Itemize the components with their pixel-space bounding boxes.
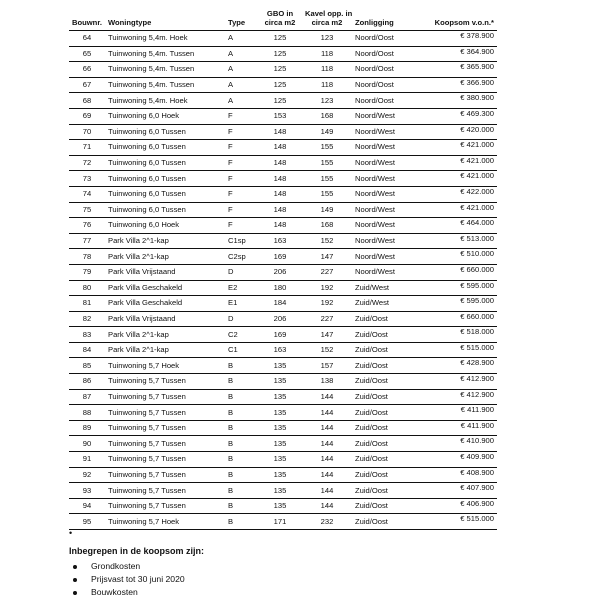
cell-zonligging: Noord/West [352,264,424,280]
cell-bouwnr: 83 [69,327,105,343]
cell-kavel: 144 [302,483,352,499]
table-row [69,264,497,280]
cell-woningtype: Tuinwoning 6,0 Tussen [105,155,225,171]
cell-koopsom: € 411.900 [424,420,497,436]
table-row [69,358,497,374]
table-row [69,249,497,265]
cell-bouwnr: 71 [69,140,105,156]
table-row [69,186,497,202]
cell-gbo: 148 [258,202,302,218]
cell-gbo: 171 [258,514,302,530]
cell-bouwnr: 90 [69,436,105,452]
header-gbo-line1: GBO in [266,9,294,18]
cell-woningtype: Tuinwoning 5,4m. Tussen [105,62,225,78]
cell-type: A [225,62,258,78]
cell-type: B [225,389,258,405]
cell-type: E2 [225,280,258,296]
cell-zonligging: Zuid/Oost [352,405,424,421]
cell-koopsom: € 513.000 [424,233,497,249]
cell-kavel: 144 [302,389,352,405]
cell-gbo: 148 [258,186,302,202]
cell-gbo: 125 [258,46,302,62]
cell-woningtype: Tuinwoning 5,7 Tussen [105,467,225,483]
cell-bouwnr: 72 [69,155,105,171]
cell-zonligging: Zuid/Oost [352,467,424,483]
cell-zonligging: Noord/West [352,186,424,202]
cell-bouwnr: 64 [69,31,105,47]
cell-bouwnr: 70 [69,124,105,140]
cell-bouwnr: 82 [69,311,105,327]
cell-koopsom: € 510.000 [424,249,497,265]
cell-type: B [225,358,258,374]
cell-zonligging: Zuid/Oost [352,389,424,405]
cell-woningtype: Tuinwoning 5,7 Hoek [105,514,225,530]
list-item [69,560,185,573]
cell-zonligging: Zuid/Oost [352,452,424,468]
header-bouwnr: Bouwnr. [69,0,105,31]
cell-gbo: 135 [258,483,302,499]
cell-koopsom: € 428.900 [424,358,497,374]
cell-type: C1 [225,342,258,358]
cell-bouwnr: 91 [69,452,105,468]
cell-koopsom: € 421.000 [424,202,497,218]
cell-zonligging: Noord/West [352,218,424,234]
cell-bouwnr: 68 [69,93,105,109]
cell-gbo: 148 [258,155,302,171]
cell-koopsom: € 421.000 [424,171,497,187]
cell-koopsom: € 515.000 [424,342,497,358]
cell-type: A [225,93,258,109]
bullet-icon [73,591,77,595]
cell-woningtype: Tuinwoning 5,7 Tussen [105,374,225,390]
cell-type: B [225,498,258,514]
cell-bouwnr: 81 [69,296,105,312]
cell-bouwnr: 75 [69,202,105,218]
cell-woningtype: Park Villa Geschakeld [105,280,225,296]
cell-koopsom: € 595.000 [424,280,497,296]
cell-kavel: 118 [302,46,352,62]
cell-kavel: 149 [302,124,352,140]
header-gbo [258,0,302,31]
cell-gbo: 206 [258,311,302,327]
cell-gbo: 135 [258,498,302,514]
cell-type: B [225,420,258,436]
cell-zonligging: Noord/West [352,108,424,124]
cell-type: F [225,171,258,187]
cell-gbo: 163 [258,233,302,249]
cell-zonligging: Zuid/Oost [352,311,424,327]
header-koopsom: Koopsom v.o.n.* [424,0,497,31]
cell-koopsom: € 364.900 [424,46,497,62]
cell-zonligging: Noord/West [352,202,424,218]
table-row [69,374,497,390]
cell-gbo: 163 [258,342,302,358]
table-row [69,311,497,327]
list-item [69,586,185,599]
cell-type: A [225,77,258,93]
table-row [69,202,497,218]
cell-koopsom: € 660.000 [424,311,497,327]
table-row [69,31,497,47]
cell-woningtype: Park Villa 2^1-kap [105,342,225,358]
cell-bouwnr: 88 [69,405,105,421]
header-gbo-line2: circa m2 [264,18,296,27]
cell-kavel: 168 [302,108,352,124]
cell-koopsom: € 464.000 [424,218,497,234]
cell-gbo: 135 [258,452,302,468]
cell-woningtype: Tuinwoning 5,7 Tussen [105,389,225,405]
cell-kavel: 123 [302,93,352,109]
cell-gbo: 125 [258,93,302,109]
cell-koopsom: € 378.900 [424,31,497,47]
cell-bouwnr: 79 [69,264,105,280]
cell-type: B [225,483,258,499]
table-row [69,296,497,312]
cell-bouwnr: 67 [69,77,105,93]
cell-woningtype: Tuinwoning 5,7 Tussen [105,405,225,421]
cell-zonligging: Zuid/Oost [352,436,424,452]
cell-bouwnr: 94 [69,498,105,514]
header-kavel-line1: Kavel opp. in [305,9,352,18]
cell-gbo: 148 [258,140,302,156]
table-row [69,280,497,296]
cell-bouwnr: 73 [69,171,105,187]
cell-woningtype: Tuinwoning 5,4m. Hoek [105,31,225,47]
table-row [69,514,497,530]
cell-kavel: 155 [302,171,352,187]
cell-gbo: 125 [258,31,302,47]
cell-type: E1 [225,296,258,312]
cell-gbo: 148 [258,218,302,234]
cell-kavel: 155 [302,186,352,202]
cell-woningtype: Park Villa Geschakeld [105,296,225,312]
cell-gbo: 180 [258,280,302,296]
cell-type: F [225,218,258,234]
cell-zonligging: Noord/West [352,249,424,265]
cell-bouwnr: 87 [69,389,105,405]
cell-type: F [225,186,258,202]
cell-type: D [225,264,258,280]
cell-type: F [225,202,258,218]
cell-kavel: 152 [302,233,352,249]
cell-type: F [225,155,258,171]
cell-woningtype: Tuinwoning 6,0 Hoek [105,218,225,234]
cell-kavel: 155 [302,140,352,156]
table-row [69,452,497,468]
cell-woningtype: Tuinwoning 5,4m. Hoek [105,93,225,109]
cell-koopsom: € 421.000 [424,155,497,171]
table-body [69,31,497,530]
cell-type: A [225,31,258,47]
cell-type: F [225,140,258,156]
table-row [69,327,497,343]
cell-koopsom: € 365.900 [424,62,497,78]
table-row [69,389,497,405]
cell-gbo: 135 [258,420,302,436]
cell-woningtype: Park Villa 2^1-kap [105,233,225,249]
cell-zonligging: Noord/West [352,155,424,171]
cell-koopsom: € 411.900 [424,405,497,421]
price-table [69,0,497,530]
cell-koopsom: € 412.900 [424,389,497,405]
cell-type: A [225,46,258,62]
table-row [69,467,497,483]
cell-kavel: 118 [302,77,352,93]
cell-zonligging: Noord/West [352,233,424,249]
cell-kavel: 144 [302,436,352,452]
cell-type: D [225,311,258,327]
cell-koopsom: € 407.900 [424,483,497,499]
cell-bouwnr: 84 [69,342,105,358]
cell-kavel: 157 [302,358,352,374]
table-row [69,93,497,109]
header-kavel [302,0,352,31]
cell-gbo: 125 [258,62,302,78]
cell-type: C1sp [225,233,258,249]
cell-koopsom: € 421.000 [424,140,497,156]
cell-koopsom: € 412.900 [424,374,497,390]
table-header-row [69,0,497,31]
table-row [69,233,497,249]
table-row [69,218,497,234]
cell-woningtype: Tuinwoning 5,7 Tussen [105,498,225,514]
cell-zonligging: Noord/West [352,140,424,156]
cell-woningtype: Park Villa Vrijstaand [105,264,225,280]
cell-bouwnr: 76 [69,218,105,234]
cell-zonligging: Zuid/Oost [352,327,424,343]
cell-woningtype: Tuinwoning 5,7 Tussen [105,420,225,436]
cell-zonligging: Zuid/Oost [352,342,424,358]
cell-kavel: 147 [302,327,352,343]
cell-zonligging: Noord/Oost [352,62,424,78]
cell-gbo: 135 [258,467,302,483]
cell-zonligging: Zuid/Oost [352,498,424,514]
cell-bouwnr: 92 [69,467,105,483]
cell-bouwnr: 93 [69,483,105,499]
cell-gbo: 135 [258,358,302,374]
cell-type: F [225,124,258,140]
cell-bouwnr: 69 [69,108,105,124]
cell-kavel: 144 [302,467,352,483]
cell-woningtype: Tuinwoning 5,7 Tussen [105,483,225,499]
cell-type: B [225,436,258,452]
table-row [69,171,497,187]
cell-kavel: 232 [302,514,352,530]
cell-woningtype: Tuinwoning 6,0 Tussen [105,140,225,156]
cell-zonligging: Noord/West [352,124,424,140]
cell-gbo: 153 [258,108,302,124]
cell-kavel: 227 [302,311,352,327]
lone-bullet: • [69,528,73,538]
cell-woningtype: Tuinwoning 6,0 Tussen [105,202,225,218]
cell-gbo: 125 [258,77,302,93]
table-row [69,108,497,124]
table-row [69,420,497,436]
cell-zonligging: Noord/Oost [352,77,424,93]
cell-bouwnr: 86 [69,374,105,390]
cell-bouwnr: 89 [69,420,105,436]
cell-woningtype: Tuinwoning 5,4m. Tussen [105,46,225,62]
cell-kavel: 168 [302,218,352,234]
cell-kavel: 123 [302,31,352,47]
cell-zonligging: Zuid/West [352,296,424,312]
cell-woningtype: Tuinwoning 5,7 Hoek [105,358,225,374]
cell-woningtype: Tuinwoning 6,0 Tussen [105,171,225,187]
cell-bouwnr: 95 [69,514,105,530]
cell-gbo: 135 [258,389,302,405]
cell-type: B [225,467,258,483]
cell-kavel: 138 [302,374,352,390]
cell-type: C2sp [225,249,258,265]
header-type: Type [225,0,258,31]
list-item [69,573,185,586]
cell-gbo: 206 [258,264,302,280]
cell-type: B [225,374,258,390]
list-item-label: Grondkosten [91,561,141,571]
cell-koopsom: € 408.900 [424,467,497,483]
cell-bouwnr: 80 [69,280,105,296]
table-row [69,124,497,140]
cell-woningtype: Tuinwoning 5,4m. Tussen [105,77,225,93]
inclusions-list [69,560,185,599]
cell-koopsom: € 515.000 [424,514,497,530]
cell-bouwnr: 66 [69,62,105,78]
cell-kavel: 144 [302,420,352,436]
cell-koopsom: € 406.900 [424,498,497,514]
cell-gbo: 135 [258,374,302,390]
cell-kavel: 155 [302,155,352,171]
table-row [69,140,497,156]
cell-bouwnr: 74 [69,186,105,202]
cell-zonligging: Noord/West [352,171,424,187]
cell-type: B [225,405,258,421]
cell-koopsom: € 366.900 [424,77,497,93]
bullet-icon [73,565,77,569]
inclusions-title: Inbegrepen in de koopsom zijn: [69,546,205,556]
cell-kavel: 118 [302,62,352,78]
cell-gbo: 148 [258,124,302,140]
cell-koopsom: € 409.900 [424,452,497,468]
cell-woningtype: Tuinwoning 5,7 Tussen [105,436,225,452]
table-row [69,342,497,358]
cell-kavel: 144 [302,405,352,421]
table-row [69,62,497,78]
table-row [69,405,497,421]
cell-gbo: 135 [258,405,302,421]
cell-bouwnr: 85 [69,358,105,374]
cell-koopsom: € 422.000 [424,186,497,202]
cell-woningtype: Park Villa Vrijstaand [105,311,225,327]
cell-zonligging: Zuid/West [352,280,424,296]
cell-kavel: 149 [302,202,352,218]
table-row [69,155,497,171]
cell-gbo: 135 [258,436,302,452]
cell-gbo: 169 [258,249,302,265]
cell-gbo: 184 [258,296,302,312]
table-row [69,498,497,514]
cell-woningtype: Park Villa 2^1-kap [105,327,225,343]
cell-bouwnr: 65 [69,46,105,62]
table-row [69,483,497,499]
cell-bouwnr: 77 [69,233,105,249]
cell-gbo: 169 [258,327,302,343]
cell-koopsom: € 420.000 [424,124,497,140]
cell-kavel: 144 [302,452,352,468]
cell-kavel: 192 [302,296,352,312]
cell-koopsom: € 469.300 [424,108,497,124]
cell-zonligging: Zuid/Oost [352,420,424,436]
cell-woningtype: Tuinwoning 6,0 Hoek [105,108,225,124]
cell-zonligging: Zuid/Oost [352,358,424,374]
cell-zonligging: Zuid/Oost [352,514,424,530]
cell-zonligging: Noord/Oost [352,46,424,62]
cell-woningtype: Park Villa 2^1-kap [105,249,225,265]
cell-koopsom: € 660.000 [424,264,497,280]
table-row [69,436,497,452]
cell-zonligging: Zuid/Oost [352,483,424,499]
cell-woningtype: Tuinwoning 6,0 Tussen [105,124,225,140]
cell-type: C2 [225,327,258,343]
cell-gbo: 148 [258,171,302,187]
cell-koopsom: € 380.900 [424,93,497,109]
cell-kavel: 192 [302,280,352,296]
table-row [69,77,497,93]
cell-koopsom: € 518.000 [424,327,497,343]
bullet-icon [73,578,77,582]
cell-kavel: 152 [302,342,352,358]
header-woningtype: Woningtype [105,0,225,31]
cell-bouwnr: 78 [69,249,105,265]
header-kavel-line2: circa m2 [311,18,343,27]
cell-koopsom: € 410.900 [424,436,497,452]
cell-kavel: 144 [302,498,352,514]
cell-woningtype: Tuinwoning 5,7 Tussen [105,452,225,468]
cell-type: B [225,452,258,468]
header-zonligging: Zonligging [352,0,424,31]
cell-type: F [225,108,258,124]
cell-zonligging: Noord/Oost [352,31,424,47]
cell-type: B [225,514,258,530]
price-list [69,0,497,530]
cell-zonligging: Zuid/Oost [352,374,424,390]
cell-woningtype: Tuinwoning 6,0 Tussen [105,186,225,202]
table-row [69,46,497,62]
cell-kavel: 147 [302,249,352,265]
cell-zonligging: Noord/Oost [352,93,424,109]
cell-koopsom: € 595.000 [424,296,497,312]
list-item-label: Bouwkosten [91,587,138,597]
cell-kavel: 227 [302,264,352,280]
list-item-label: Prijsvast tot 30 juni 2020 [91,574,185,584]
